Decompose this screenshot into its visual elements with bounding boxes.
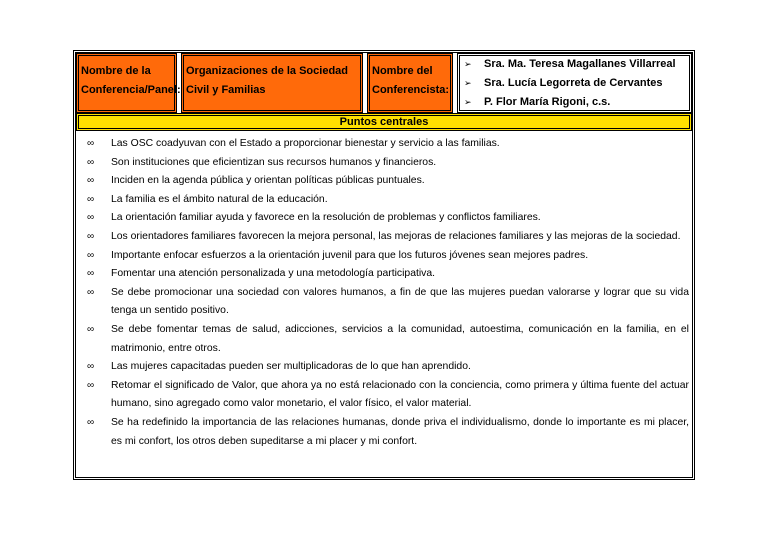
conference-label-line-1: Nombre de la xyxy=(81,65,151,77)
list-item xyxy=(87,135,689,154)
list-item xyxy=(87,284,689,321)
arrowhead-bullet-icon: ➢ xyxy=(464,59,472,69)
list-item xyxy=(87,358,689,377)
list-item xyxy=(87,228,689,247)
section-title-band xyxy=(76,113,692,131)
speakers-list xyxy=(464,55,676,112)
point-text: Se debe promocionar una sociedad con valores humanos, a fin de que las mujeres puedan valorarse y lograr que su vida tenga un sentido positivo. xyxy=(111,286,689,317)
list-item xyxy=(87,377,689,414)
section-title: Puntos centrales xyxy=(339,116,429,128)
point-text: Las OSC coadyuvan con el Estado a proporcionar bienestar y servicio a las familias. xyxy=(111,138,500,149)
speaker-item xyxy=(464,74,676,93)
list-item xyxy=(87,321,689,358)
speaker-name: Sra. Lucía Legorreta de Cervantes xyxy=(484,77,663,89)
conference-title-line-2: Civil y Familias xyxy=(186,84,266,96)
conference-title-line-1: Organizaciones de la Sociedad xyxy=(186,65,348,77)
infinity-bullet-icon: ∞ xyxy=(87,286,95,298)
infinity-bullet-icon: ∞ xyxy=(87,379,95,391)
point-text: Fomentar una atención personalizada y una metodología participativa. xyxy=(111,268,436,280)
point-text: La orientación familiar ayuda y favorece en la resolución de problemas y conflictos familiares. xyxy=(111,212,541,224)
point-text: Inciden en la agenda pública y orientan políticas públicas puntuales. xyxy=(111,175,425,187)
infinity-bullet-icon: ∞ xyxy=(87,212,95,224)
list-item xyxy=(87,414,689,451)
infinity-bullet-icon: ∞ xyxy=(87,323,95,335)
list-item xyxy=(87,172,689,191)
speaker-label-line-2: Conferencista: xyxy=(372,84,450,96)
list-item xyxy=(87,191,689,210)
arrowhead-bullet-icon: ➢ xyxy=(464,78,472,88)
speaker-name: P. Flor María Rigoni, c.s. xyxy=(484,96,611,108)
point-text: Las mujeres capacitadas pueden ser multiplicadoras de lo que han aprendido. xyxy=(111,361,471,373)
infinity-bullet-icon: ∞ xyxy=(87,249,95,261)
list-item xyxy=(87,247,689,266)
infinity-bullet-icon: ∞ xyxy=(87,268,95,280)
point-text: Los orientadores familiares favorecen la mejora personal, las mejoras de relaciones familiares y las mejoras de la sociedad. xyxy=(111,230,681,242)
infinity-bullet-icon: ∞ xyxy=(87,416,95,428)
conference-title-cell xyxy=(181,53,363,113)
key-points-list xyxy=(87,135,689,451)
list-item xyxy=(87,265,689,284)
speakers-cell xyxy=(457,53,692,113)
speaker-label-cell xyxy=(367,53,453,113)
speaker-item xyxy=(464,93,676,112)
point-text: Retomar el significado de Valor, que ahora ya no está relacionado con la conciencia, como primera y última fuente del actuar humano, sino agregado como valor monetario, el valor físico, el valor material. xyxy=(111,379,689,410)
infinity-bullet-icon: ∞ xyxy=(87,138,95,149)
list-item xyxy=(87,154,689,173)
point-text: Se ha redefinido la importancia de las relaciones humanas, donde priva el individualismo, donde lo importante es mi placer, es mi confort, los otros deben supeditarse a mi placer y mi confort. xyxy=(111,416,689,447)
infinity-bullet-icon: ∞ xyxy=(87,156,95,168)
speaker-name: Sra. Ma. Teresa Magallanes Villarreal xyxy=(484,58,676,70)
infinity-bullet-icon: ∞ xyxy=(87,193,95,205)
arrowhead-bullet-icon: ➢ xyxy=(464,97,472,107)
header-row xyxy=(76,53,692,113)
speaker-item xyxy=(464,55,676,74)
speaker-label-line-1: Nombre del xyxy=(372,65,433,77)
infinity-bullet-icon: ∞ xyxy=(87,175,95,187)
point-text: La familia es el ámbito natural de la educación. xyxy=(111,193,328,205)
conference-label-cell xyxy=(76,53,181,113)
list-item xyxy=(87,209,689,228)
point-text: Son instituciones que eficientizan sus recursos humanos y financieros. xyxy=(111,156,437,168)
point-text: Se debe fomentar temas de salud, adicciones, servicios a la comunidad, autoestima, comunicación en la familia, en el matrimonio, entre otros. xyxy=(111,323,689,354)
infinity-bullet-icon: ∞ xyxy=(87,361,95,373)
conference-label-line-2: Conferencia/Panel: xyxy=(81,84,181,96)
point-text: Importante enfocar esfuerzos a la orientación juvenil para que los futuros jóvenes sean mejores padres. xyxy=(111,249,589,261)
infinity-bullet-icon: ∞ xyxy=(87,230,95,242)
